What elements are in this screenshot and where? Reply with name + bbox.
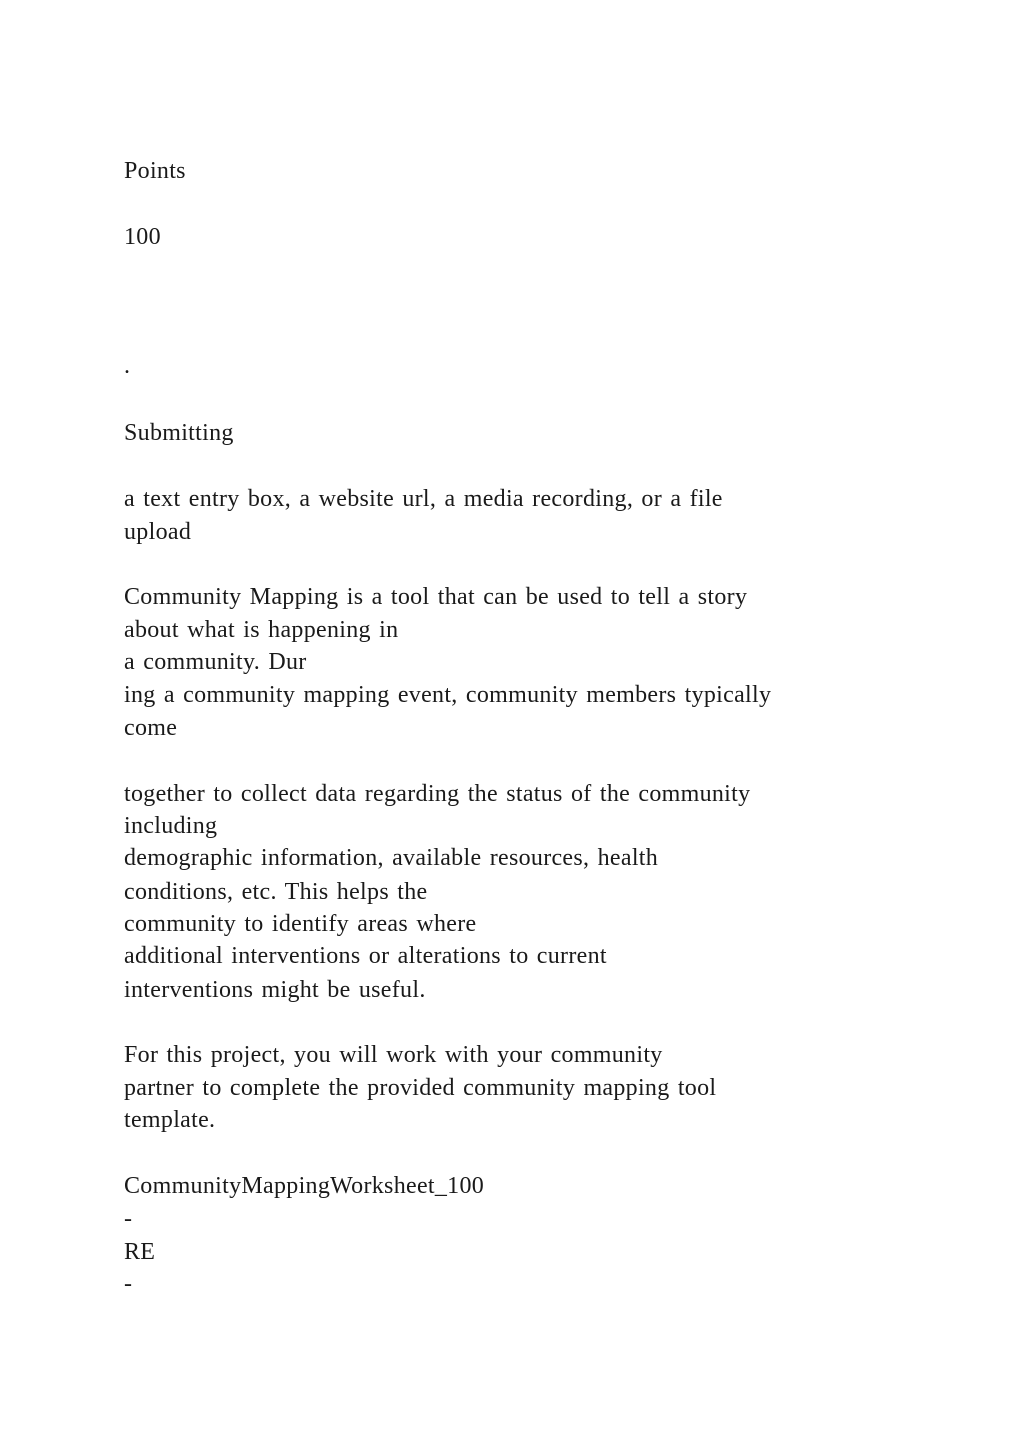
paragraph-3-line: template. xyxy=(124,1107,216,1133)
paragraph-2-line: conditions, etc. This helps the xyxy=(124,879,428,905)
paragraph-1-line: ing a community mapping event, community members typically xyxy=(124,682,772,708)
paragraph-2-line: community to identify areas where xyxy=(124,911,477,937)
paragraph-3-line: For this project, you will work with your community xyxy=(124,1042,663,1068)
points-label: Points xyxy=(124,158,186,184)
points-value: 100 xyxy=(124,224,161,250)
paragraph-2-line: including xyxy=(124,813,218,839)
paragraph-1-line: a community. Dur xyxy=(124,649,307,675)
submitting-options-line: upload xyxy=(124,519,192,545)
submitting-options-line: a text entry box, a website url, a media recording, or a file xyxy=(124,486,723,512)
paragraph-1-line: come xyxy=(124,715,178,741)
attachment-dash: - xyxy=(124,1271,133,1297)
paragraph-2-line: additional interventions or alterations to current xyxy=(124,943,607,969)
paragraph-2-line: together to collect data regarding the status of the community xyxy=(124,781,751,807)
paragraph-1-line: Community Mapping is a tool that can be used to tell a story xyxy=(124,584,748,610)
paragraph-3-line: partner to complete the provided community mapping tool xyxy=(124,1075,717,1101)
separator-dot: . xyxy=(124,353,131,379)
attachment-suffix: RE xyxy=(124,1239,156,1265)
attachment-name: CommunityMappingWorksheet_100 xyxy=(124,1173,485,1199)
paragraph-1-line: about what is happening in xyxy=(124,617,399,643)
attachment-dash: - xyxy=(124,1206,133,1232)
paragraph-2-line: interventions might be useful. xyxy=(124,977,426,1003)
submitting-label: Submitting xyxy=(124,420,234,446)
paragraph-2-line: demographic information, available resources, health xyxy=(124,845,659,871)
